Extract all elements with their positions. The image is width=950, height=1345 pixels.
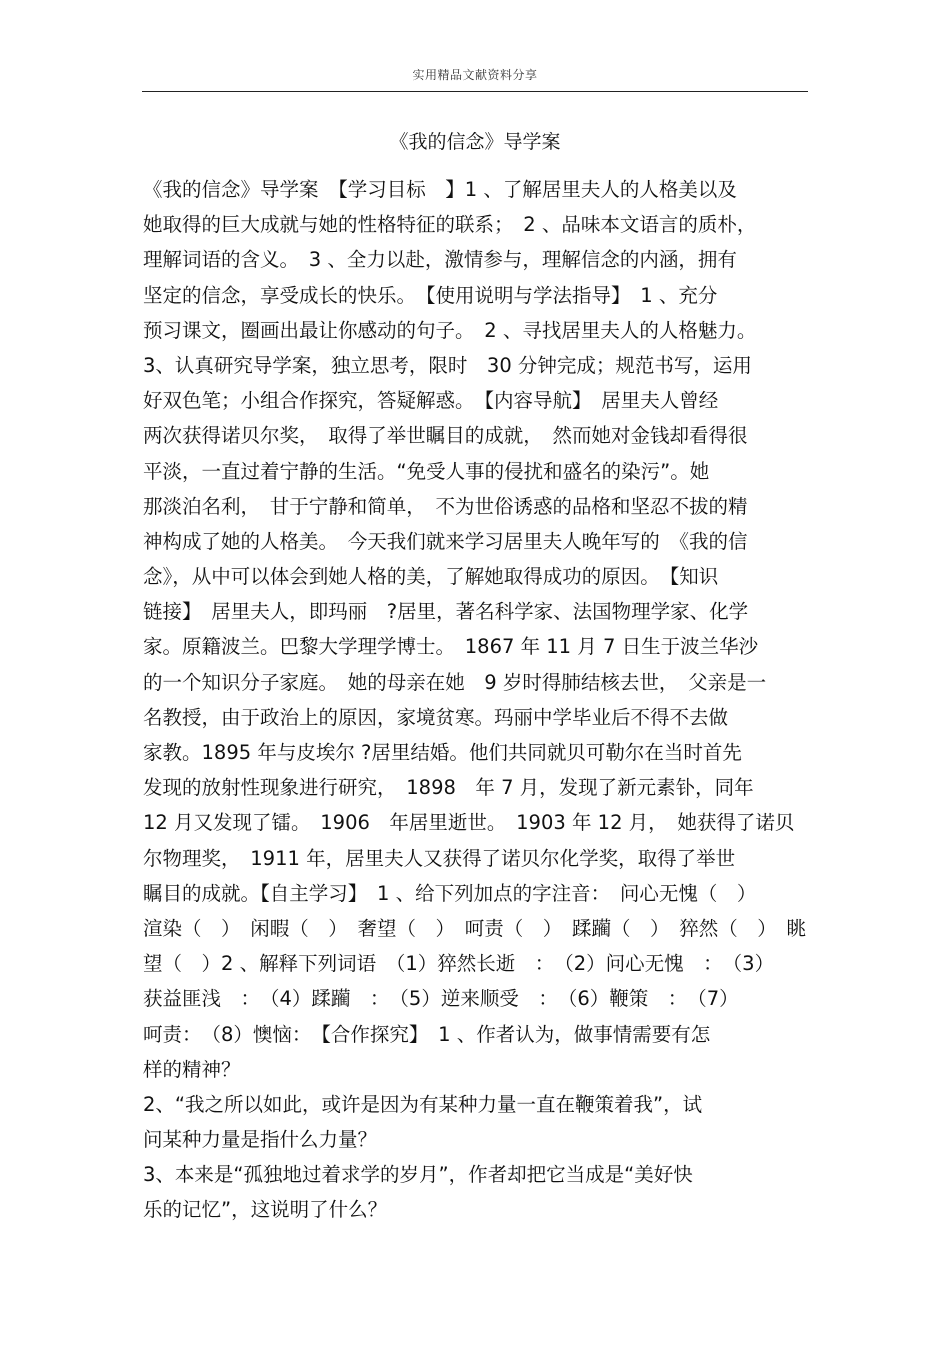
text-line: 乐的记忆”，这说明了什么？ — [143, 1198, 388, 1222]
document-body — [143, 172, 813, 1228]
text-line: 瞩目的成就。【自主学习】 1 、给下列加点的字注音： 问心无愧（ ） — [143, 881, 757, 905]
text-line: 家教。1895 年与皮埃尔 ?居里结婚。他们共同就贝可勒尔在当时首先 — [143, 741, 742, 764]
text-line: 获益匪浅 ： （4）蹂躏 ： （5）逆来顺受 ： （6）鞭策 ： （7） — [143, 987, 739, 1011]
page-header: 实用精品文献资料分享 — [412, 68, 538, 82]
text-line: 3、本来是“孤独地过着求学的岁月”，作者却把它当成是“美好快 — [143, 1163, 693, 1187]
text-line: 念》，从中可以体会到她人格的美，了解她取得成功的原因。 【知识 — [143, 565, 719, 589]
text-line: 她取得的巨大成就与她的性格特征的联系； 2 、品味本文语言的质朴， — [143, 213, 757, 237]
text-line: 3、认真研究导学案，独立思考，限时 30 分钟完成；规范书写，运用 — [143, 353, 752, 377]
text-line: 问某种力量是指什么力量？ — [143, 1128, 378, 1152]
text-line: 神构成了她的人格美。 今天我们就来学习居里夫人晚年写的 《我的信 — [143, 529, 748, 553]
text-line: 名教授，由于政治上的原因，家境贫寒。玛丽中学毕业后不得不去做 — [143, 705, 729, 729]
text-line: 渲染（ ） 闲暇（ ） 奢望（ ） 呵责（ ） 蹂躏（ ） 猝然（ ） 眺 — [143, 916, 807, 940]
text-line: 望（ ）2 、解释下列词语 （1）猝然长逝 ： （2）问心无愧 ： （3） — [143, 952, 775, 976]
text-line: 发现的放射性现象进行研究， 1898 年 7 月，发现了新元素钋，同年 — [143, 776, 754, 800]
text-line: 家。原籍波兰。巴黎大学理学博士。 1867 年 11 月 7 日生于波兰华沙 — [143, 635, 759, 659]
text-line: 那淡泊名利， 甘于宁静和简单， 不为世俗诱惑的品格和坚忍不拔的精 — [143, 494, 748, 518]
text-line: 呵责： （8）懊恼： 【合作探究】 1 、作者认为，做事情需要有怎 — [143, 1022, 711, 1046]
text-line: 2、“我之所以如此，或许是因为有某种力量一直在鞭策着我”，试 — [143, 1092, 703, 1116]
text-line: 两次获得诺贝尔奖， 取得了举世瞩目的成就， 然而她对金钱却看得很 — [143, 424, 748, 448]
text-line: 12 月又发现了镭。 1906 年居里逝世。 1903 年 12 月， 她获得了诺贝 — [143, 811, 795, 835]
text-line: 坚定的信念，享受成长的快乐。 【使用说明与学法指导】 1 、充分 — [143, 283, 718, 307]
text-line: 样的精神？ — [143, 1057, 241, 1081]
text-line: 链接】 居里夫人，即玛丽 ?居里，著名科学家、法国物理学家、化学 — [143, 600, 749, 624]
document-title: 《我的信念》导学案 — [389, 131, 561, 153]
text-line: 平淡，一直过着宁静的生活。“免受人事的侵扰和盛名的染污”。她 — [143, 459, 710, 483]
text-line: 的一个知识分子家庭。 她的母亲在她 9 岁时得肺结核去世， 父亲是一 — [143, 670, 767, 694]
text-line: 理解词语的含义。 3 、全力以赴，激情参与，理解信念的内涵，拥有 — [143, 248, 737, 272]
text-line: 尔物理奖， 1911 年，居里夫人又获得了诺贝尔化学奖，取得了举世 — [143, 846, 736, 870]
text-line: 《我的信念》导学案 【学习目标 】1 、了解居里夫人的人格美以及 — [143, 178, 737, 201]
text-line: 预习课文，圈画出最让你感动的句子。 2 、寻找居里夫人的人格魅力。 — [143, 318, 757, 342]
header-divider — [142, 91, 808, 92]
text-line: 好双色笔；小组合作探究，答疑解惑。 【内容导航】 居里夫人曾经 — [143, 389, 719, 413]
